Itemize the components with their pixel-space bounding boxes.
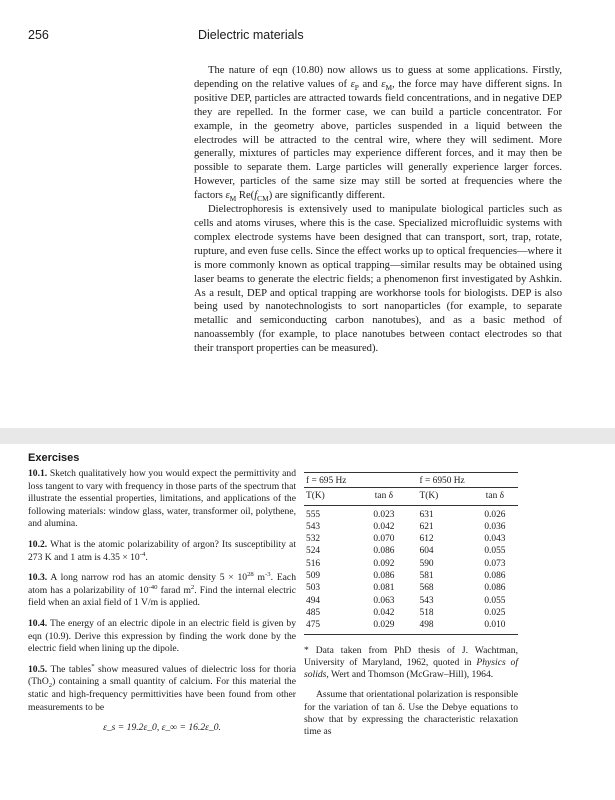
- table-row: [304, 582, 518, 594]
- table-cell: 485: [306, 607, 321, 618]
- dielectric-loss-table: [304, 472, 518, 635]
- table-cell: 581: [419, 571, 434, 582]
- frequency-label-1: f = 695 Hz: [304, 473, 410, 488]
- table-cell: 0.026: [484, 509, 506, 520]
- table-body: [304, 505, 518, 634]
- table-cell: 604: [419, 546, 434, 557]
- table-cell: 0.025: [484, 607, 506, 618]
- exercise-10-3: 10.3. A long narrow rod has an atomic density $5 \times 10^{28}$ $m^{-3}$. Each atom has a polarizability of $10^{-40}$ farad $m^2$. Find the internal electric field when an axial field of 1 V/m is applied.: [28, 570, 296, 609]
- frequency-label-2: f = 6950 Hz: [410, 473, 518, 488]
- table-cell: 0.081: [373, 583, 395, 594]
- table-cell: 0.092: [373, 558, 395, 569]
- table-cell: 0.086: [484, 571, 506, 582]
- table-cell: 0.070: [373, 534, 395, 545]
- table-cell: 498: [410, 619, 472, 634]
- table-cell: 0.042: [373, 607, 395, 618]
- column-header: T(K): [304, 488, 358, 505]
- table-cell: 524: [306, 546, 321, 557]
- exercise-10-4: 10.4. The energy of an electric dipole in an electric field is given by eqn (10.9). Derive this expression by finding the work done by the electric field when lining up the dipole.: [28, 617, 296, 655]
- page-number: 256: [28, 28, 49, 42]
- table-cell: 543: [419, 595, 434, 606]
- table-cell: 0.010: [472, 619, 518, 634]
- exercise-10-1: 10.1. Sketch qualitatively how you would expect the permittivity and loss tangent to vary with frequency in those parts of the spectrum that illustrate the essential properties, limitations, and applications of the following materials: window glass, water, transformer oil, polythene, and alumina.: [28, 468, 296, 530]
- table-row: [304, 558, 518, 570]
- exercise-data-column: [304, 472, 518, 739]
- table-cell: 0.073: [484, 558, 506, 569]
- exercise-10-2: 10.2. What is the atomic polarizability of argon? Its susceptibility at 273 K and 1 atm is $4.35 \times 10^{-4}$.: [28, 538, 296, 563]
- table-header-row: [304, 488, 518, 505]
- table-cell: 503: [306, 583, 321, 594]
- column-header: tan δ: [472, 488, 518, 505]
- table-cell: 612: [419, 534, 434, 545]
- main-text-block: [194, 64, 562, 356]
- exercise-continuation: Assume that orientational polarization is responsible for the variation of tan δ. Use the Debye equations to show that by expressing the characteristic relaxation time as: [304, 689, 518, 738]
- table-footnote: * Data taken from PhD thesis of J. Wachtman, University of Maryland, 1962, quoted in Physics of solids, Wert and Thomson (McGraw–Hill), 1964.: [304, 644, 518, 681]
- column-header: T(K): [410, 488, 472, 505]
- table-cell: 0.086: [373, 546, 395, 557]
- table-cell: 568: [419, 583, 434, 594]
- table-cell: 516: [306, 558, 321, 569]
- table-row: [304, 619, 518, 634]
- table-row: [304, 570, 518, 582]
- table-row: [304, 521, 518, 533]
- section-divider-band: [0, 428, 615, 444]
- table-cell: 0.042: [373, 521, 395, 532]
- table-cell: 0.063: [373, 595, 395, 606]
- table-cell: 0.043: [484, 534, 506, 545]
- table-row: [304, 545, 518, 557]
- exercises-heading: Exercises: [28, 452, 80, 464]
- table-row: [304, 595, 518, 607]
- table-cell: 590: [419, 558, 434, 569]
- column-header: tan δ: [358, 488, 409, 505]
- table-cell: 555: [306, 509, 321, 520]
- paragraph-dep-applications: The nature of eqn (10.80) now allows us to guess at some applications. Firstly, depending on the relative values of $\varepsilon_P$ and $\varepsilon_M$, the force may have different signs. In positive DEP, particles are attracted towards field concentrations, and in negative DEP they are repelled. In the former case, we can build a particle concentrator. For example, in the geometry above, particles suspended in a liquid between the electrodes will be attracted to the central wire, where they will sediment. More generally, mixtures of particles may experience different forces, and it may then be possible to separate them. Large particles will generally experience larger forces. However, particles of the same size may still be sorted at frequencies where the factors $\varepsilon_M$ $Re(f_{CM})$ are significantly different.: [194, 65, 563, 204]
- table-cell: 475: [304, 619, 358, 634]
- table-cell: 0.055: [484, 546, 506, 557]
- table-cell: 0.029: [358, 619, 409, 634]
- table-cell: 0.023: [373, 509, 395, 520]
- table-row: [304, 505, 518, 521]
- table-cell: 0.055: [484, 595, 506, 606]
- table-cell: 0.086: [484, 583, 506, 594]
- table-cell: 518: [419, 607, 434, 618]
- paragraph-dep-biology: Dielectrophoresis is extensively used to manipulate biological particles such as cells and atoms viruses, where this is the case. Specialized microfluidic systems with complex electrode systems have been designed that can transport, sort, trap, rotate, rupture, and even fuse cells. Since the effect works up to optical frequencies—where it is more commonly known as optical trapping—similar results may be obtained using laser beams to generate the electric fields; a phenomenon first investigated by Ashkin. As a result, DEP and optical trapping are workhorse tools for biologists. DEP is also being used by nanotechnologists to sort nanoparticles (for example, to separate metallic and semiconducting carbon nanotubes), and as a basic method of nanoassembly (for example, to place nanotubes between contact electrodes so that their transport properties can be measured).: [194, 204, 562, 355]
- permittivity-formula: ε_s = 19.2ε_0, ε_∞ = 16.2ε_0.: [103, 722, 221, 734]
- exercise-10-5: 10.5. The tables* show measured values of dielectric loss for thoria (ThO$_2$) containing a small quantity of calcium. For this material the static and high-frequency permittivities have been found from other measurements to be: [28, 662, 296, 713]
- table-cell: 0.086: [373, 571, 395, 582]
- table-cell: 494: [306, 595, 321, 606]
- table-cell: 0.036: [484, 521, 506, 532]
- table-cell: 509: [306, 571, 321, 582]
- table-cell: 532: [306, 534, 321, 545]
- table-row: [304, 533, 518, 545]
- table-row: [304, 607, 518, 619]
- running-header-title: Dielectric materials: [198, 28, 304, 42]
- table-cell: 621: [419, 521, 434, 532]
- frequency-row: [304, 473, 518, 488]
- table-cell: 543: [306, 521, 321, 532]
- table-cell: 631: [419, 509, 434, 520]
- exercises-list: [28, 468, 296, 735]
